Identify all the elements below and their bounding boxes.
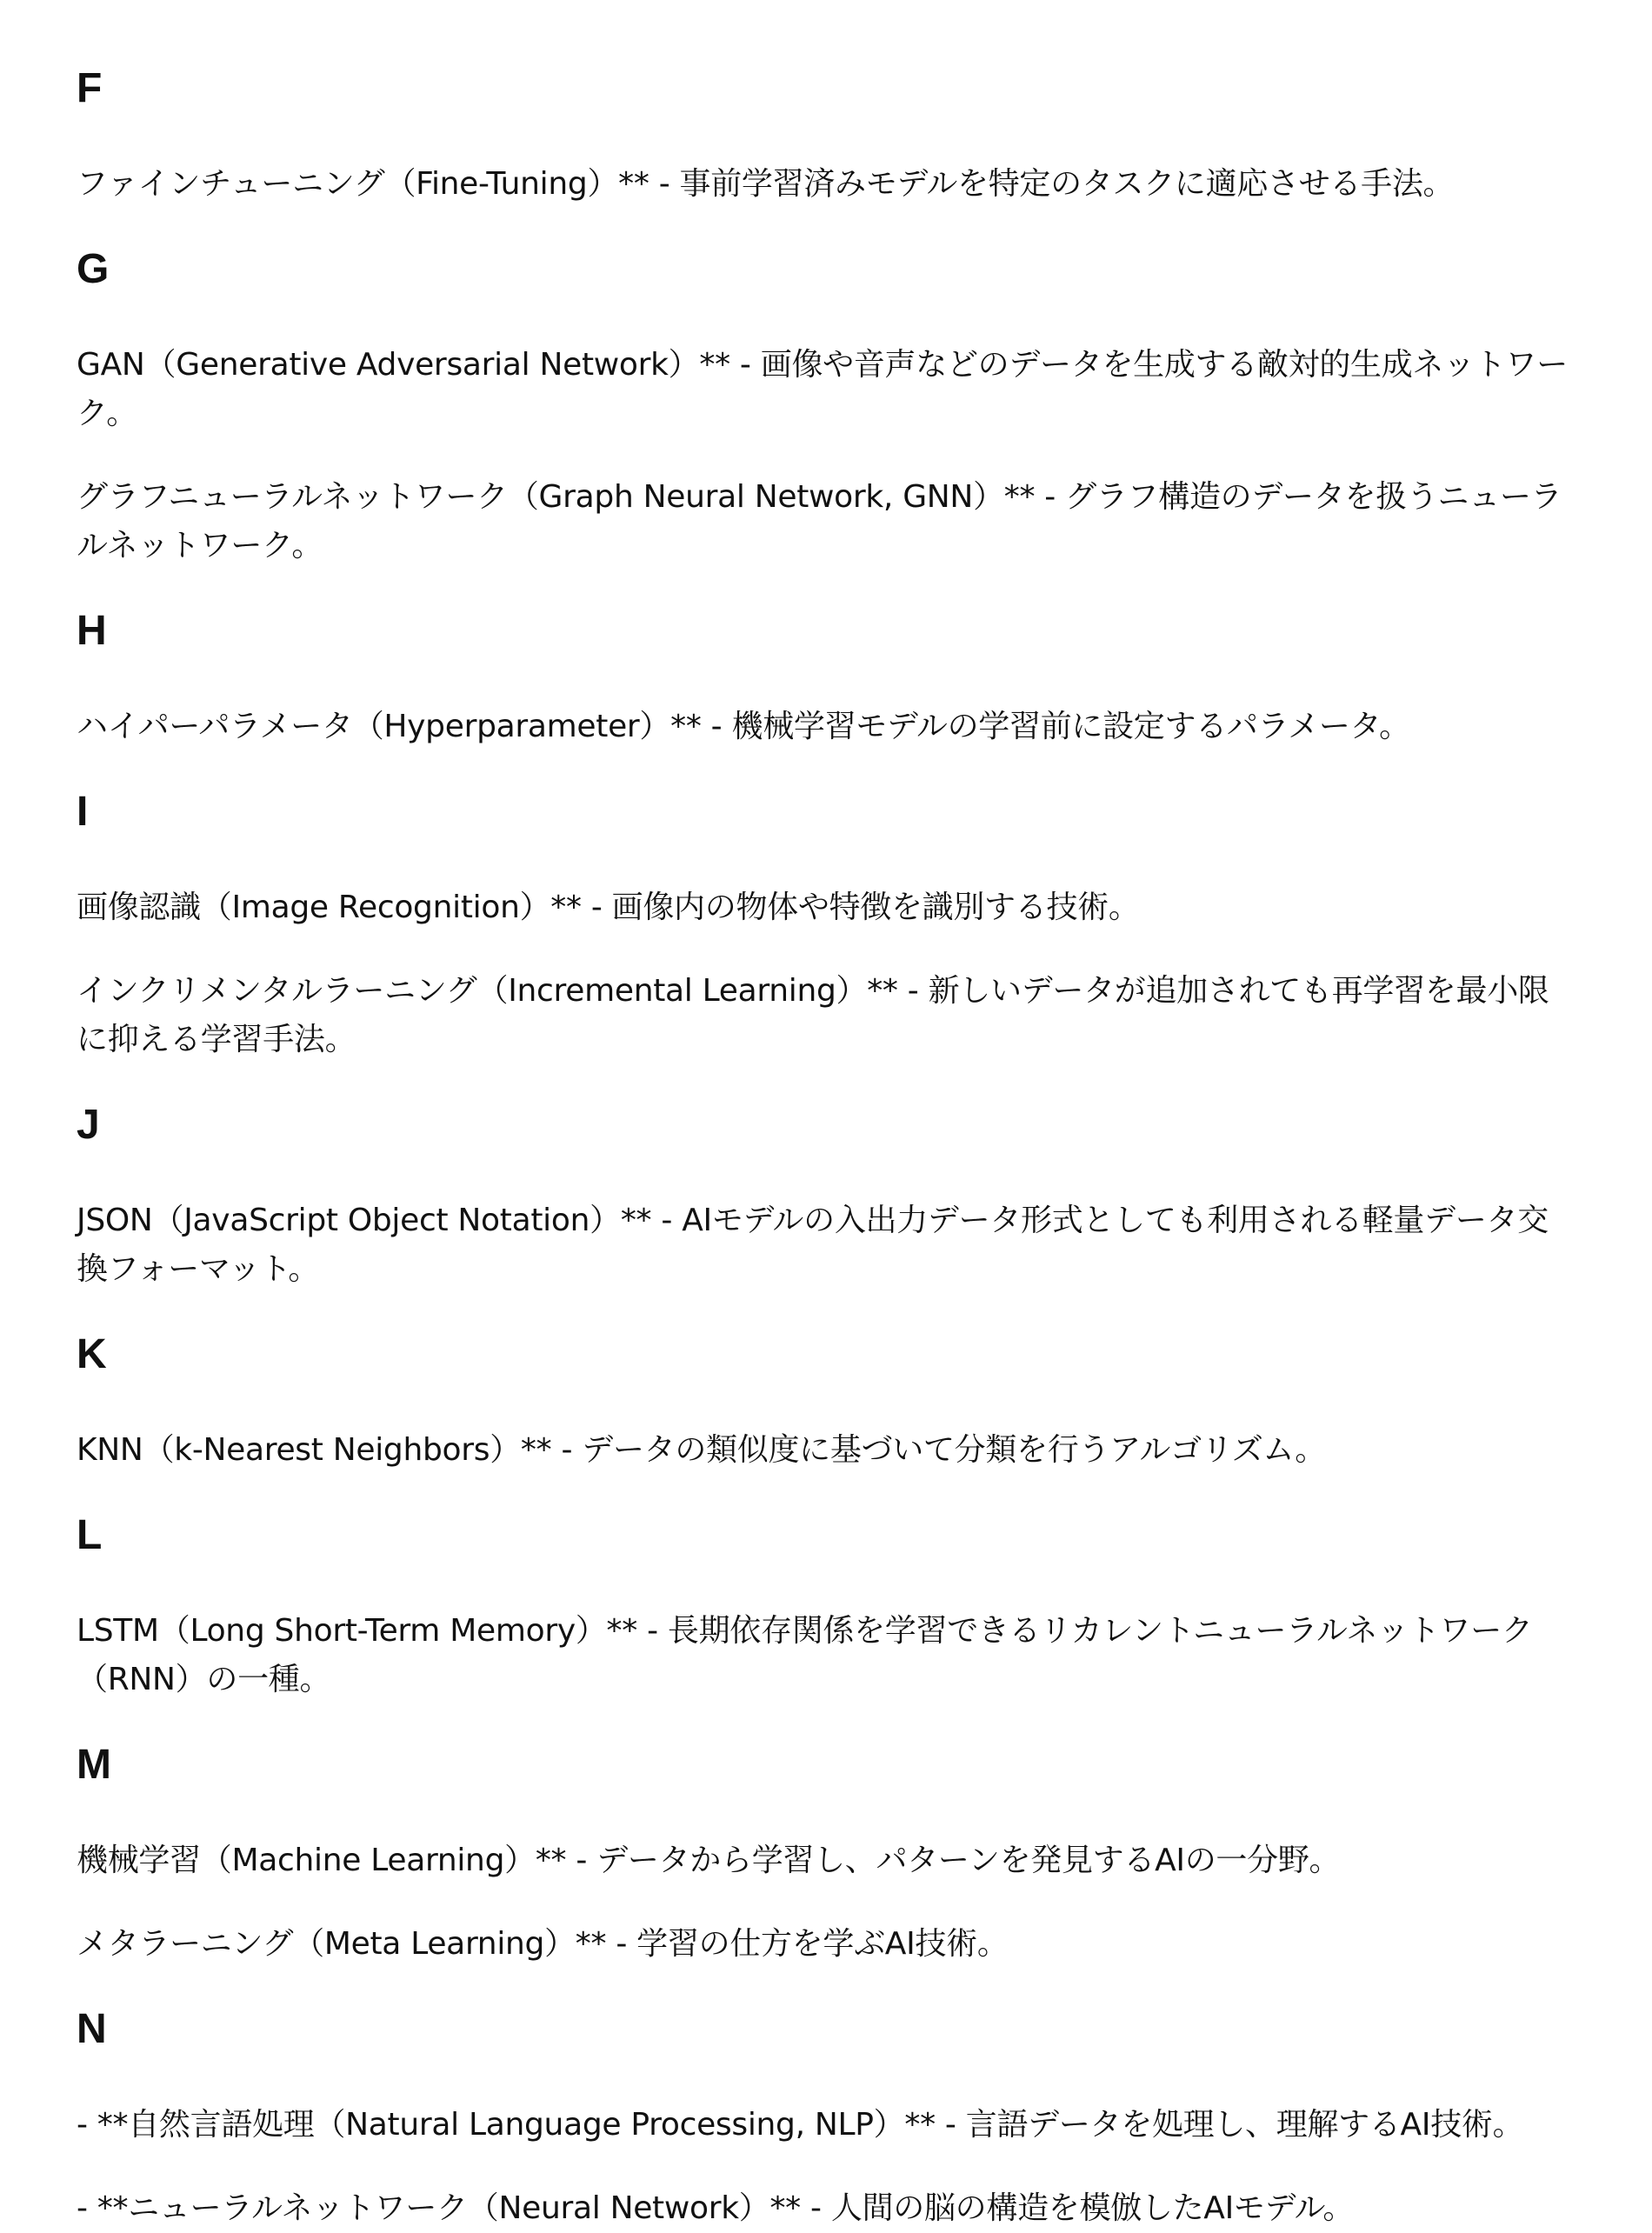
glossary-entry-knn: KNN（k-Nearest Neighbors）** - データの類似度に基づいて分類を行うアルゴリズム。	[77, 1432, 1326, 1468]
section-j	[77, 1099, 1575, 1294]
glossary-entry-lstm: LSTM（Long Short-Term Memory）** - 長期依存関係を学習できるリカレントニューラルネットワーク（RNN）の一種。	[77, 1613, 1533, 1697]
glossary-entry-incremental-learning: インクリメンタルラーニング（Incremental Learning）** - 新しいデータが追加されても再学習を最小限に抑える学習手法。	[77, 973, 1549, 1057]
section-heading-n: N	[77, 2006, 107, 2052]
glossary-entry-neural-network: - **ニューラルネットワーク（Neural Network）** - 人間の脳の構造を模倣したAIモデル。	[77, 2190, 1355, 2226]
section-heading-f: F	[77, 65, 103, 111]
section-f	[77, 63, 1575, 209]
glossary-entry-image-recognition: 画像認識（Image Recognition）** - 画像内の物体や特徴を識別する技術。	[77, 890, 1140, 925]
glossary-entry-fine-tuning: ファインチューニング（Fine-Tuning）** - 事前学習済みモデルを特定のタスクに適応させる手法。	[77, 166, 1455, 202]
section-heading-m: M	[77, 1742, 111, 1788]
section-heading-l: L	[77, 1512, 103, 1558]
section-h	[77, 605, 1575, 751]
section-g	[77, 243, 1575, 570]
section-n	[77, 2003, 1575, 2233]
section-heading-i: I	[77, 789, 89, 835]
section-k	[77, 1329, 1575, 1475]
glossary-entry-hyperparameter: ハイパーパラメータ（Hyperparameter）** - 機械学習モデルの学習前に設定するパラメータ。	[77, 709, 1410, 744]
section-heading-k: K	[77, 1331, 107, 1377]
glossary-entry-nlp: - **自然言語処理（Natural Language Processing, NLP）** - 言語データを処理し、理解するAI技術。	[77, 2107, 1524, 2143]
section-heading-h: H	[77, 608, 107, 654]
glossary-entry-json: JSON（JavaScript Object Notation）** - AIモデルの入出力データ形式としても利用される軽量データ交換フォーマット。	[77, 1203, 1549, 1287]
section-l	[77, 1510, 1575, 1704]
glossary-entry-gnn: グラフニューラルネットワーク（Graph Neural Network, GNN）** - グラフ構造のデータを扱うニューラルネットワーク。	[77, 479, 1562, 563]
glossary-entry-meta-learning: メタラーニング（Meta Learning）** - 学習の仕方を学ぶAI技術。	[77, 1926, 1009, 1962]
section-heading-g: G	[77, 246, 110, 292]
glossary-entry-machine-learning: 機械学習（Machine Learning）** - データから学習し、パターンを発見するAIの一分野。	[77, 1843, 1341, 1878]
section-i	[77, 786, 1575, 1064]
section-heading-j: J	[77, 1102, 100, 1148]
glossary-entry-gan: GAN（Generative Adversarial Network）** - 画像や音声などのデータを生成する敵対的生成ネットワーク。	[77, 347, 1568, 431]
section-m	[77, 1739, 1575, 1969]
